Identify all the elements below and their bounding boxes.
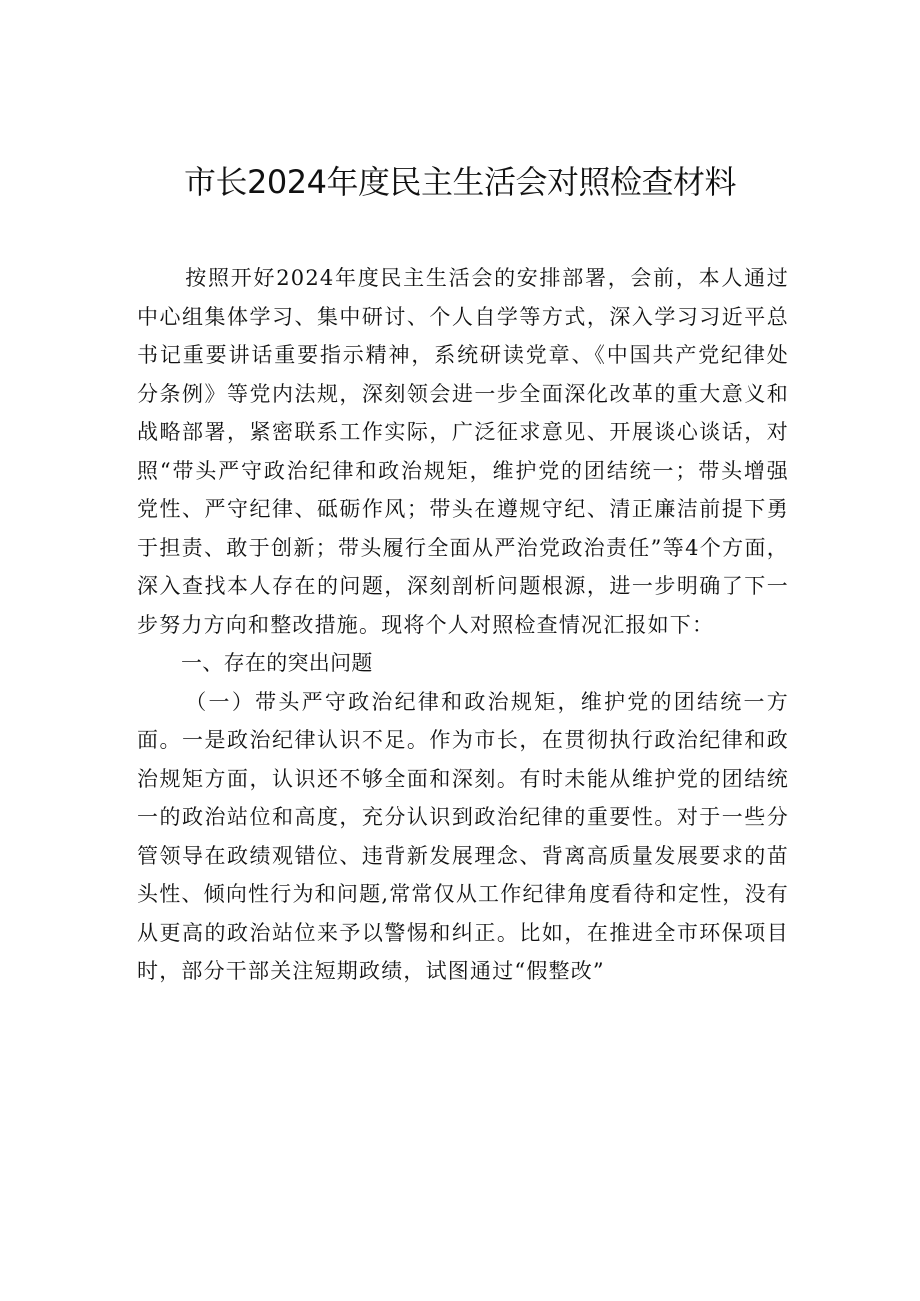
document-title: 市长2024年度民主生活会对照检查材料 [184,163,736,201]
section-paragraph: （一）带头严守政治纪律和政治规矩，维护党的团结统一方面。一是政治纪律认识不足。作为市长，在贯彻执行政治纪律和政治规矩方面，认识还不够全面和深刻。有时未能从维护党的团结统一的政治站位和高度，充分认识到政治纪律的重要性。对于一些分管领导在政绩观错位、违背新发展理念、背离高质量发展要求的苗头性、倾向性行为和问题,常常仅从工作纪律角度看待和定性，没有从更高的政治站位来予以警惕和纠正。比如，在推进全市环保项目时，部分干部关注短期政绩，试图通过“假整改” [137,689,789,983]
document-body [137,259,789,991]
section-heading: 一、存在的突出问题 [181,651,373,675]
intro-paragraph: 按照开好2024年度民主生活会的安排部署，会前，本人通过中心组集体学习、集中研讨、个人自学等方式，深入学习习近平总书记重要讲话重要指示精神，系统研读党章、《中国共产党纪律处分条例》等党内法规，深刻领会进一步全面深化改革的重大意义和战略部署，紧密联系工作实际，广泛征求意见、开展谈心谈话，对照“带头严守政治纪律和政治规矩，维护党的团结统一；带头增强党性、严守纪律、砥砺作风；带头在遵规守纪、清正廉洁前提下勇于担责、敢于创新；带头履行全面从严治党政治责任”等4个方面，深入查找本人存在的问题，深刻剖析问题根源，进一步明确了下一步努力方向和整改措施。现将个人对照检查情况汇报如下： [137,266,789,637]
